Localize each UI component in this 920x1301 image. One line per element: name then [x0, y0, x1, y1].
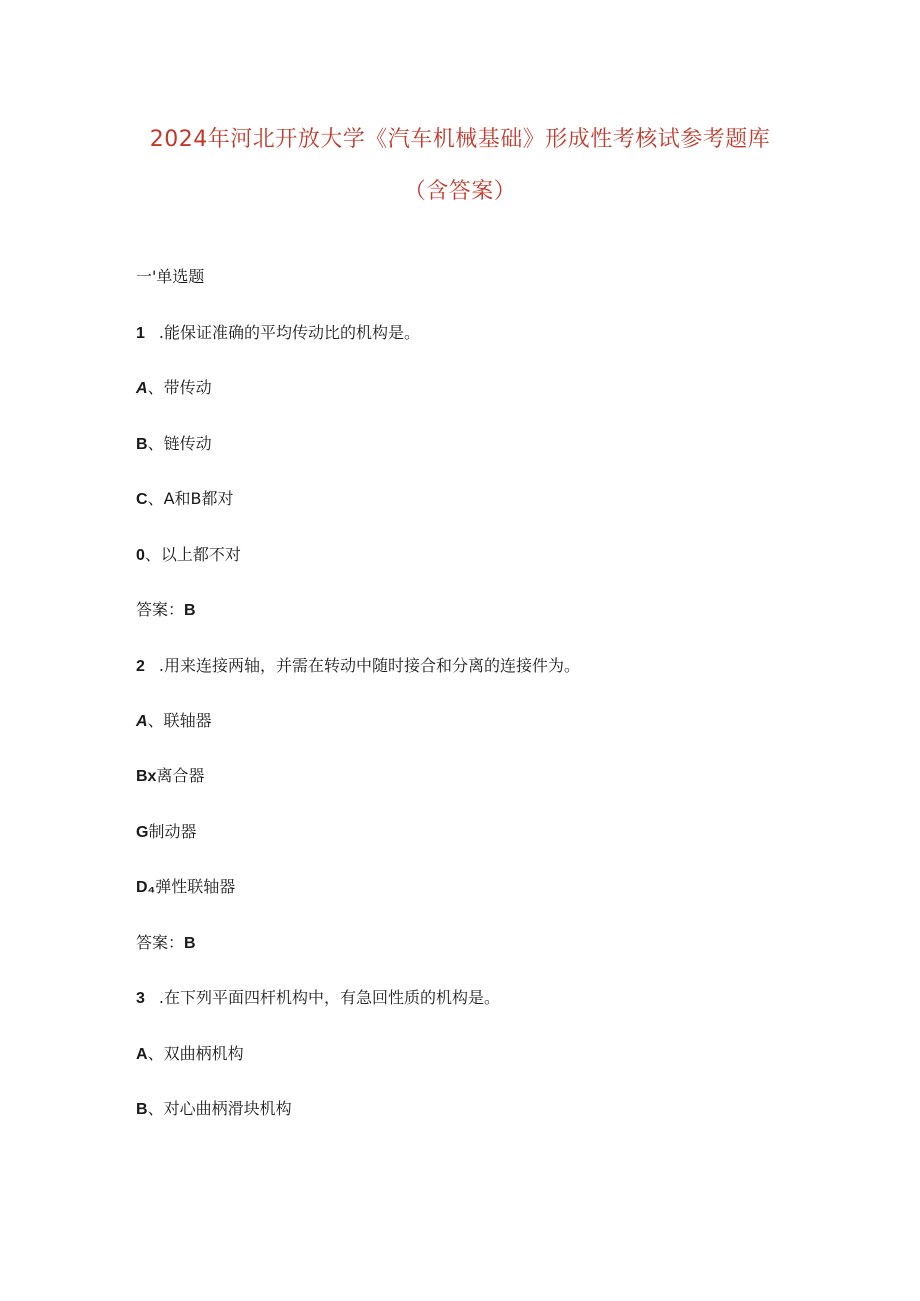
answer-value: B: [184, 602, 196, 619]
question-3: [136, 987, 500, 1010]
option-text: 弹性联轴器: [155, 877, 236, 896]
option-d: [136, 544, 241, 567]
option-separator: 、: [147, 711, 164, 730]
option-a: [136, 377, 212, 400]
option-letter: B: [136, 436, 148, 453]
option-text: 链传动: [163, 434, 212, 453]
option-letter: A: [136, 1046, 148, 1063]
question-stem: .能保证准确的平均传动比的机构是。: [158, 323, 420, 342]
option-text: 以上都不对: [160, 545, 241, 564]
answer-label: 答案：: [136, 933, 185, 952]
document-title: 2024年河北开放大学《汽车机械基础》形成性考核试参考题库: [149, 127, 771, 152]
option-text: 制动器: [148, 822, 197, 841]
option-letter: 0: [136, 547, 145, 564]
option-b: [136, 1098, 292, 1121]
option-text: 离合器: [156, 766, 205, 785]
option-letter: A: [136, 713, 148, 730]
option-c: [136, 488, 234, 511]
option-text: A和B都对: [163, 489, 234, 508]
option-d: [136, 876, 235, 899]
option-b: [136, 433, 212, 456]
option-a: [136, 710, 212, 733]
option-separator: 、: [147, 1099, 164, 1118]
answer-2: [136, 932, 196, 955]
document-subtitle: （含答案）: [403, 179, 517, 204]
option-b: [136, 765, 204, 788]
question-1: [136, 322, 420, 345]
question-stem: .用来连接两轴，并需在转动中随时接合和分离的连接件为。: [158, 656, 580, 675]
option-letter: A: [136, 380, 148, 397]
question-number: 1: [136, 325, 145, 342]
answer-label: 答案：: [136, 600, 185, 619]
option-text: 带传动: [163, 378, 212, 397]
question-stem: .在下列平面四杆机构中，有急回性质的机构是。: [158, 988, 500, 1007]
option-separator: 、: [147, 434, 164, 453]
option-text: 联轴器: [163, 711, 212, 730]
option-text: 对心曲柄滑块机构: [163, 1099, 292, 1118]
option-letter: B: [136, 1101, 148, 1118]
option-separator: 、: [144, 545, 161, 564]
option-separator: 、: [147, 1044, 164, 1063]
option-letter: Bx: [136, 768, 157, 785]
question-2: [136, 655, 580, 678]
option-text: 双曲柄机构: [163, 1044, 244, 1063]
question-number: 2: [136, 658, 145, 675]
option-letter: G: [136, 824, 149, 841]
answer-1: [136, 599, 196, 622]
option-separator: 、: [147, 489, 164, 508]
answer-value: B: [184, 935, 196, 952]
question-number: 3: [136, 990, 145, 1007]
option-letter: C: [136, 491, 148, 508]
section-heading: 一'单选题: [136, 267, 205, 286]
option-a: [136, 1043, 244, 1066]
option-c: [136, 821, 196, 844]
option-letter: D₄: [136, 879, 156, 896]
option-separator: 、: [147, 378, 164, 397]
